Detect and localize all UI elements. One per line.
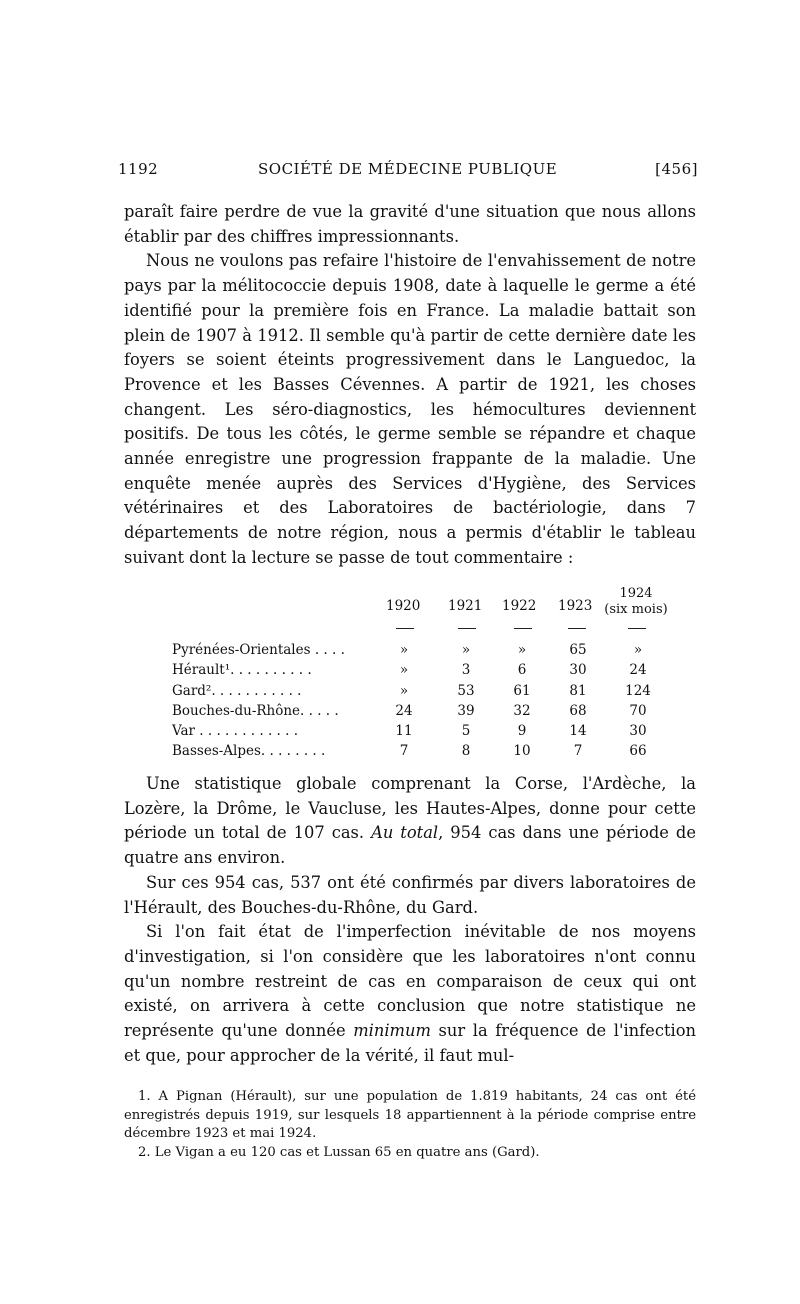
row-label: Bouches-du-Rhône. . . . . (172, 702, 339, 719)
table-cell: » (399, 682, 409, 699)
footnote-2: 2. Le Vigan a eu 120 cas et Lussan 65 en quatre ans (Gard). (138, 1144, 540, 1160)
table-cell: 81 (569, 682, 587, 699)
column-header: 1924 (619, 586, 653, 601)
column-header: 1921 (448, 598, 483, 614)
column-rule (458, 628, 476, 629)
text-run: Si l'on fait état de l'imperfection inévitable de nos moyens d'investigation, si l'on considère que les laboratoires n'ont connu qu'un nombre restreint de cas en comparaison de ceux qui ont existé, on arrivera à cette conclusion que notre statistique ne représente qu'une donnée (124, 922, 696, 1041)
italic-text: minimum (353, 1021, 431, 1041)
table-cell: 124 (625, 682, 651, 699)
column-rule (628, 628, 646, 629)
paragraph-global-statistic (124, 772, 696, 871)
row-label: Basses-Alpes. . . . . . . . (172, 743, 326, 760)
page-number: 1192 (118, 160, 159, 178)
column-header: 1923 (558, 598, 593, 614)
table-cell: » (633, 642, 643, 658)
table-cell: 8 (461, 743, 471, 760)
column-header: 1922 (502, 598, 537, 614)
table-cell: 30 (629, 723, 647, 740)
table-cell: » (461, 642, 471, 658)
table-cell: 66 (629, 743, 647, 760)
column-rule (568, 628, 586, 629)
running-title: SOCIÉTÉ DE MÉDECINE PUBLIQUE (258, 160, 558, 178)
footnotes (124, 1088, 696, 1162)
table-cell: » (399, 642, 409, 658)
table-cell: 24 (395, 702, 413, 719)
table-cell: 10 (513, 743, 531, 760)
table-row (172, 703, 692, 723)
table-row (172, 723, 692, 743)
text-run: , 954 cas dans une période de quatre ans environ. (124, 823, 696, 868)
table-cell: 61 (513, 682, 531, 699)
table-cell: 5 (461, 723, 471, 740)
cases-table (172, 586, 692, 764)
table-cell: 39 (457, 702, 475, 719)
text-run: sur la fréquence de l'infection et que, pour approcher de la vérité, il faut mul- (124, 1021, 696, 1065)
intro-text (124, 200, 696, 571)
table-body (172, 642, 692, 764)
table-row (172, 683, 692, 703)
column-rule (396, 628, 414, 629)
row-label: Var . . . . . . . . . . . . (172, 723, 299, 740)
intro-paragraph-1: paraît faire perdre de vue la gravité d'une situation que nous allons établir par des chiffres impressionnants. (124, 202, 696, 246)
italic-text: Au total (371, 823, 439, 843)
table-row (172, 662, 692, 682)
table-cell: 6 (517, 662, 527, 679)
table-row (172, 743, 692, 763)
bracket-number: [456] (655, 160, 698, 178)
table-cell: 65 (569, 642, 587, 658)
row-label: Hérault¹. . . . . . . . . . (172, 662, 312, 679)
table-cell: 9 (517, 723, 527, 740)
table-row (172, 642, 692, 662)
table-cell: 32 (513, 702, 531, 719)
table-cell: 53 (457, 682, 475, 699)
table-cell: » (517, 642, 527, 658)
row-label: Pyrénées-Orientales . . . . (172, 642, 345, 658)
column-rule (514, 628, 532, 629)
table-cell: 7 (573, 743, 583, 760)
footnote-1: 1. A Pignan (Hérault), sur une population de 1.819 habitants, 24 cas ont été enregistrés depuis 1919, sur lesquels 18 appartiennent à la période comprise entre décembre 1923 et mai 1924. (124, 1089, 696, 1141)
column-header-six-months (596, 586, 676, 618)
intro-paragraph-2: Nous ne voulons pas refaire l'histoire de l'envahissement de notre pays par la mélitococcie depuis 1908, date à laquelle le germe a été identifié pour la première fois en France. La maladie battait son plein de 1907 à 1912. Il semble qu'à partir de cette dernière date les foyers se soient éteints progressivement dans le Languedoc, la Provence et les Basses Cévennes. A partir de 1921, les choses changent. Les séro-diagnostics, les hémocultures deviennent positifs. De tous les côtés, le germe semble se répandre et chaque année enregistre une progression frappante de la maladie. Une enquête menée auprès des Services d'Hygiène, des Services vétérinaires et des Laboratoires de bactériologie, dans 7 départements de notre région, nous a permis d'établir le tableau suivant dont la lecture se passe de tout commentaire : (124, 251, 696, 567)
table-header (172, 586, 692, 642)
column-header: 1920 (386, 598, 421, 614)
text-run: Une statistique globale comprenant la Corse, l'Ardèche, la Lozère, la Drôme, le Vaucluse, les Hautes-Alpes, donne pour cette période un total de 107 cas. (124, 774, 696, 843)
table-cell: 14 (569, 723, 587, 740)
table-cell: 68 (569, 702, 587, 719)
table-cell: 7 (399, 743, 409, 760)
row-label: Gard². . . . . . . . . . . (172, 682, 302, 699)
table-cell: 3 (461, 662, 471, 679)
running-header (118, 160, 698, 182)
body-text-after-table (124, 772, 696, 1068)
table-cell: 24 (629, 662, 647, 679)
table-cell: 70 (629, 702, 647, 719)
table-cell: 30 (569, 662, 587, 679)
table-cell: 11 (395, 723, 413, 740)
table-cell: » (399, 662, 409, 679)
paragraph-confirmed-cases: Sur ces 954 cas, 537 ont été confirmés par divers laboratoires de l'Hérault, des Bouches-du-Rhône, du Gard. (124, 872, 696, 917)
column-subheader: (six mois) (604, 602, 668, 617)
paragraph-conclusion (124, 920, 696, 1068)
